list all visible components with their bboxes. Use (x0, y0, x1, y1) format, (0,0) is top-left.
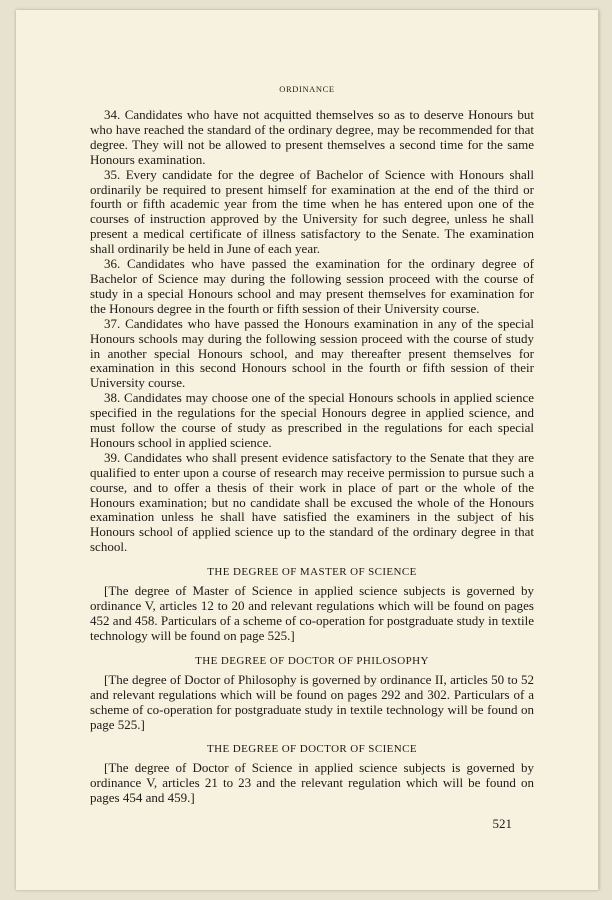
paragraph-38: 38. Candidates may choose one of the special Honours schools in applied science specified in the regulations for the special Honours degree in applied science, and must follow the course of study as prescribed in the regulations for each special Honours school in applied science. (90, 390, 534, 450)
page-number: 521 (492, 816, 512, 831)
page-body (90, 108, 534, 806)
note-master-of-science: [The degree of Master of Science in applied science subjects is governed by ordinance V, articles 12 to 20 and relevant regulations which will be found on pages 452 and 458. Particulars of a scheme of co-operation for postgraduate study in textile technology will be found on page 525.] (90, 583, 534, 643)
paragraph-36: 36. Candidates who have passed the examination for the ordinary degree of Bachelor of Science may during the following session proceed with the course of study in a special Honours school and may present themselves for examination for the Honours degree in the fourth or fifth session of their University course. (90, 256, 534, 316)
heading-master-of-science: THE DEGREE OF MASTER OF SCIENCE (207, 566, 417, 579)
paragraph-39: 39. Candidates who shall present evidence satisfactory to the Senate that they are qualified to enter upon a course of research may receive permission to pursue such a course, and to offer a thesis of their work in place of part or the whole of the Honours examination; but no candidate shall be excused the whole of the Honours examination unless he shall have satisfied the examiners in the subject of his Honours school of applied science up to the standard of the ordinary degree in that school. (90, 449, 534, 555)
book-page (16, 10, 599, 890)
note-doctor-of-philosophy: [The degree of Doctor of Philosophy is governed by ordinance II, articles 50 to 52 and relevant regulations which will be found on pages 292 and 302. Particulars of a scheme of co-operation for postgraduate study in textile technology will be found on page 525.] (90, 671, 534, 732)
paragraph-34: 34. Candidates who have not acquitted themselves so as to deserve Honours but who have reached the standard of the ordinary degree, may be recommended for that degree. They will not be allowed to present themselves a second time for the same Honours examination. (90, 107, 534, 167)
paragraph-37: 37. Candidates who have passed the Honours examination in any of the special Honours schools may during the following session proceed with the course of study in another special Honours school, and may thereafter present themselves for examination in this second Honours school in the fourth or fifth session of their University course. (90, 315, 534, 391)
heading-doctor-of-science: THE DEGREE OF DOCTOR OF SCIENCE (207, 743, 417, 756)
note-doctor-of-science: [The degree of Doctor of Science in applied science subjects is governed by ordinance V, articles 21 to 23 and the relevant regulation which will be found on pages 454 and 459.] (90, 760, 534, 806)
paragraph-35: 35. Every candidate for the degree of Bachelor of Science with Honours shall ordinarily be required to present himself for examination at the end of the third or fourth or fifth academic year from the time when he has entered upon one of the courses of instruction approved by the University for such degree, unless he shall present a medical certificate of illness satisfactory to the Senate. The examination shall ordinarily be held in June of each year. (90, 166, 534, 257)
heading-doctor-of-philosophy: THE DEGREE OF DOCTOR OF PHILOSOPHY (195, 654, 429, 667)
running-head: ORDINANCE (279, 84, 335, 94)
